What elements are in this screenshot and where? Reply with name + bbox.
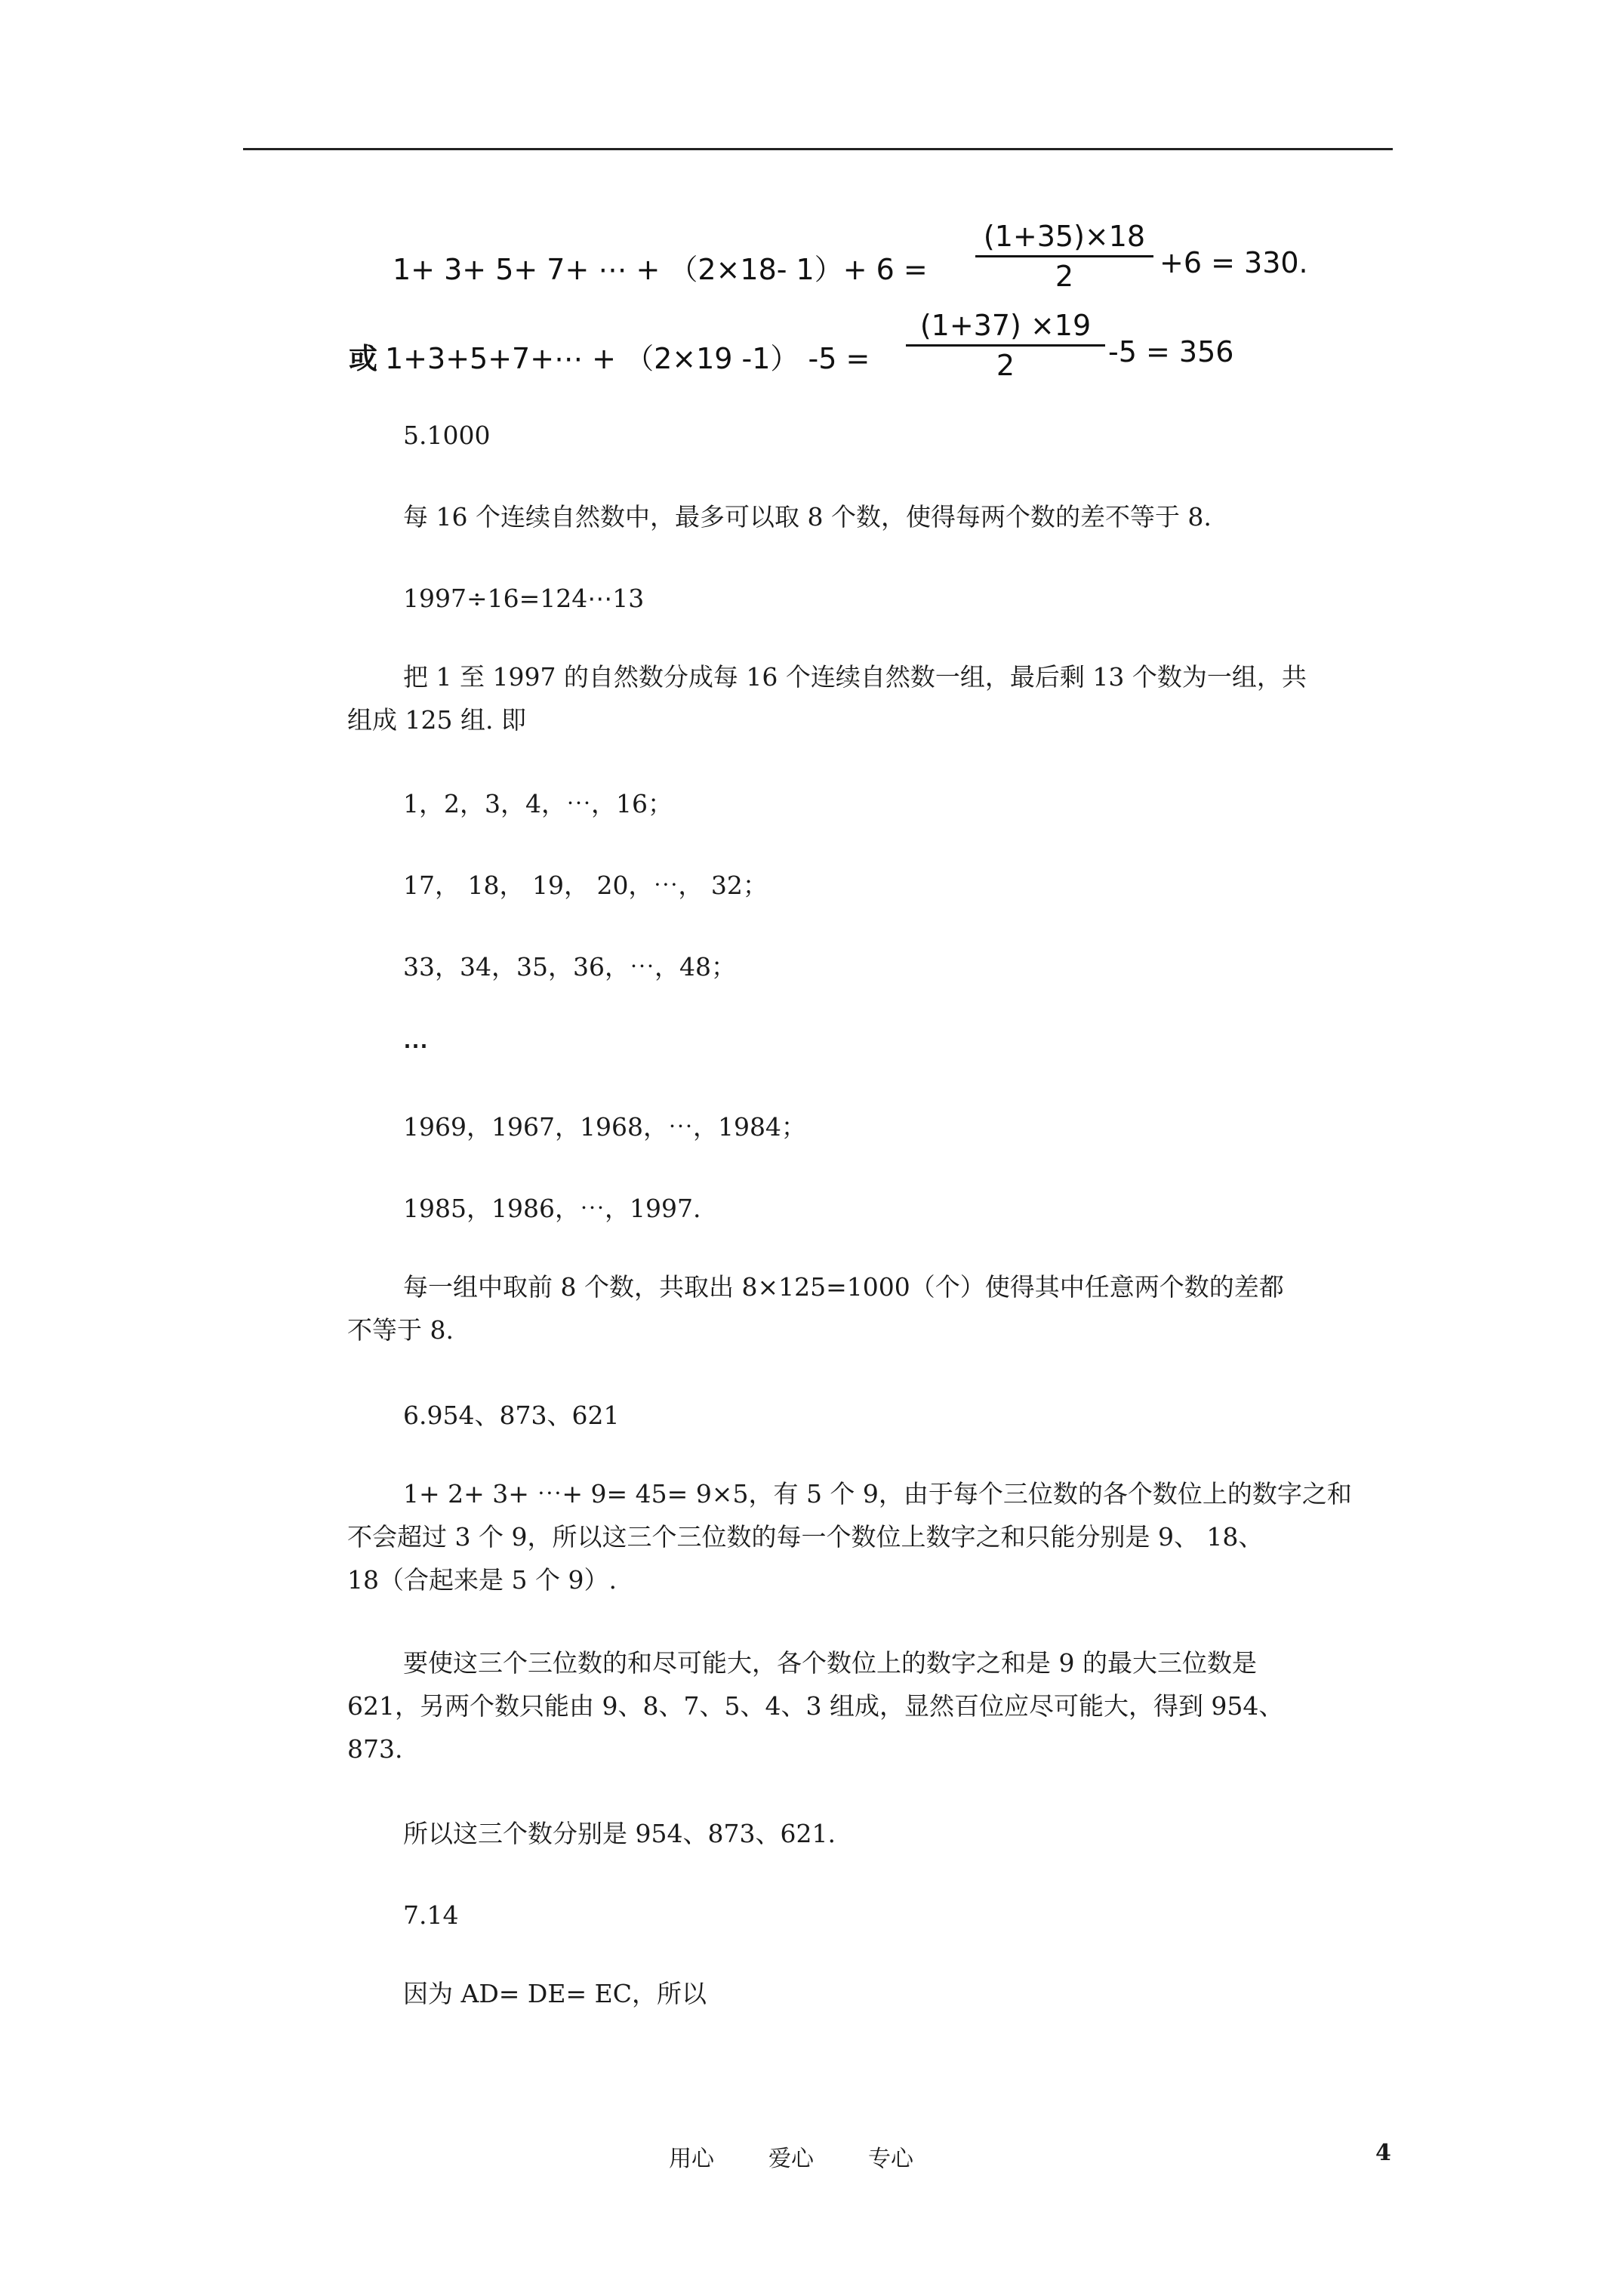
- paragraph-line: 不等于 8.: [347, 1315, 454, 1345]
- paragraph: [347, 1472, 1389, 1601]
- paragraph-line: 每一组中取前 8 个数，共取出 8×125=1000（个）使得其中任意两个数的差都: [403, 1272, 1284, 1302]
- header-rule: [243, 148, 1393, 150]
- footer-motto-2: 爱心: [768, 2146, 814, 2172]
- paragraph-line: 873.: [347, 1734, 403, 1764]
- formula-1-left: 1+ 3+ 5+ 7+ ⋯ + （2×18- 1）+ 6 =: [393, 253, 928, 286]
- page-number: 4: [1375, 2140, 1391, 2166]
- formula-2-left: 1+3+5+7+⋯ + （2×19 -1） -5 =: [385, 342, 870, 375]
- formula-2-right: -5 = 356: [1108, 335, 1234, 368]
- paragraph: [347, 655, 1389, 741]
- sequence-line: 1969，1967，1968，⋯，1984；: [403, 1112, 806, 1142]
- paragraph: [347, 1265, 1389, 1351]
- sequence-line: 17， 18， 19， 20，⋯， 32；: [403, 871, 768, 900]
- footer-motto-3: 专心: [868, 2146, 913, 2172]
- formula-1-numerator: (1+35)×18: [975, 217, 1153, 257]
- sequence-line: 33，34，35，36，⋯，48；: [403, 952, 736, 982]
- ellipsis-line: ⋯: [403, 1031, 428, 1060]
- paragraph: [347, 1641, 1389, 1771]
- formula-1-fraction: [975, 217, 1153, 295]
- formula-2-denominator: 2: [996, 349, 1015, 382]
- answer-5-heading: 5.1000: [403, 421, 491, 450]
- formula-2-numerator: (1+37) ×19: [906, 307, 1105, 347]
- paragraph-line: 组成 125 组. 即: [347, 705, 526, 735]
- paragraph-line: 不会超过 3 个 9，所以这三个三位数的每一个数位上数字之和只能分别是 9、 18、: [347, 1522, 1264, 1552]
- sequence-line: 1985，1986，⋯，1997.: [403, 1194, 701, 1223]
- paragraph-line: 621，另两个数只能由 9、8、7、5、4、3 组成，显然百位应尽可能大，得到 954、: [347, 1691, 1284, 1721]
- answer-6-heading: 6.954、873、621: [403, 1401, 620, 1430]
- text-line: 1997÷16=124⋯13: [403, 584, 645, 613]
- paragraph-line: 18（合起来是 5 个 9）.: [347, 1565, 617, 1595]
- paragraph-line: 要使这三个三位数的和尽可能大，各个数位上的数字之和是 9 的最大三位数是: [403, 1648, 1257, 1678]
- text-line: 每 16 个连续自然数中，最多可以取 8 个数，使得每两个数的差不等于 8.: [403, 502, 1212, 532]
- formula-1-denominator: 2: [1055, 260, 1074, 293]
- text-line: 因为 AD= DE= EC，所以: [403, 1979, 707, 2008]
- answer-7-heading: 7.14: [403, 1900, 459, 1930]
- conclusion-line: 所以这三个数分别是 954、873、621.: [403, 1819, 836, 1848]
- formula-2-prefix: 或: [349, 342, 378, 375]
- footer-motto-1: 用心: [669, 2146, 714, 2172]
- sequence-line: 1，2，3，4，⋯，16；: [403, 789, 673, 818]
- paragraph-line: 1+ 2+ 3+ ⋯+ 9= 45= 9×5，有 5 个 9，由于每个三位数的各个数位上的数字之和: [403, 1479, 1352, 1509]
- formula-2-fraction: [906, 307, 1105, 384]
- paragraph-line: 把 1 至 1997 的自然数分成每 16 个连续自然数一组，最后剩 13 个数为一组，共: [403, 662, 1307, 692]
- formula-1-right: +6 = 330.: [1160, 246, 1308, 279]
